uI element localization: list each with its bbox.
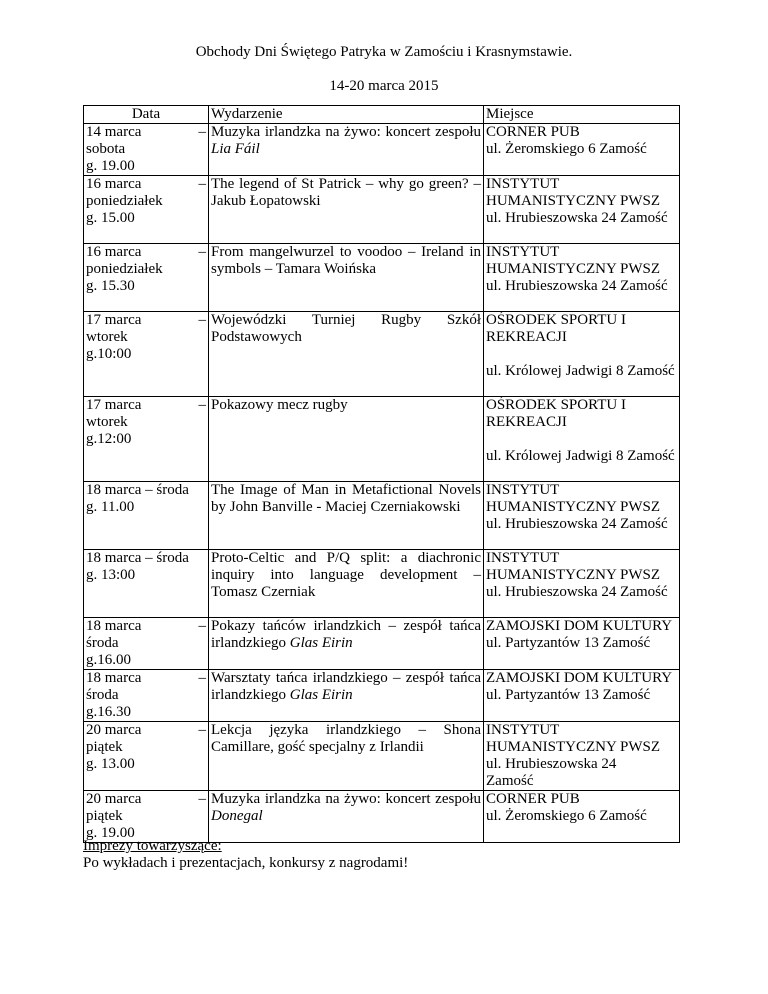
date-dash: –: [198, 618, 206, 634]
date-weekday: poniedziałek: [86, 193, 163, 209]
band-name: Glas Eirin: [289, 687, 353, 703]
date-day: 18 marca – środa: [86, 550, 189, 566]
header-event: Wydarzenie: [209, 106, 484, 124]
date-time: g.10:00: [86, 346, 132, 362]
date-cell: [84, 482, 209, 550]
date-weekday: wtorek: [86, 414, 128, 430]
place-city: Zamość: [486, 773, 534, 789]
table-header-row: [84, 106, 680, 124]
date-cell: [84, 670, 209, 722]
date-day: 17 marca: [86, 397, 142, 413]
place-address: ul. Hrubieszowska 24 Zamość: [486, 584, 668, 600]
date-time: g. 15.00: [86, 210, 135, 226]
date-time: g. 19.00: [86, 158, 135, 174]
date-dash: –: [198, 791, 206, 807]
place-address: ul. Partyzantów 13 Zamość: [486, 635, 651, 651]
date-day: 18 marca – środa: [86, 482, 189, 498]
place-address: ul. Hrubieszowska 24: [486, 756, 617, 772]
header-date: Data: [84, 106, 209, 124]
date-time: g. 11.00: [86, 499, 135, 515]
place-cell: [484, 397, 680, 482]
date-cell: [84, 550, 209, 618]
document-title: Obchody Dni Świętego Patryka w Zamościu i Krasnymstawie.: [195, 44, 573, 60]
table-row: [84, 397, 680, 482]
place-address: ul. Królowej Jadwigi 8 Zamość: [486, 363, 675, 379]
event-cell: [209, 550, 484, 618]
band-name: Donegal: [211, 808, 263, 824]
date-dash: –: [198, 397, 206, 413]
date-dash: –: [198, 124, 206, 140]
date-weekday: środa: [86, 687, 119, 703]
table-row: [84, 550, 680, 618]
place-cell: [484, 176, 680, 244]
event-text: From mangelwurzel to voodoo – Ireland in symbols – Tamara Woińska: [211, 244, 481, 277]
place-cell: [484, 722, 680, 791]
date-cell: [84, 176, 209, 244]
schedule-table: [83, 105, 680, 843]
place-address: ul. Partyzantów 13 Zamość: [486, 687, 651, 703]
date-day: 17 marca: [86, 312, 142, 328]
date-day: 16 marca: [86, 176, 142, 192]
event-cell: [209, 176, 484, 244]
place-name: INSTYTUT HUMANISTYCZNY PWSZ: [486, 550, 661, 583]
date-dash: –: [198, 722, 206, 738]
table-row: [84, 670, 680, 722]
table-row: [84, 176, 680, 244]
accompanying-heading: Imprezy towarzyszące:: [83, 838, 222, 854]
place-cell: [484, 550, 680, 618]
place-cell: [484, 618, 680, 670]
table-row: [84, 482, 680, 550]
event-text: Lekcja języka irlandzkiego – Shona Camillare, gość specjalny z Irlandii: [211, 722, 481, 755]
accompanying-text: Po wykładach i prezentacjach, konkursy z nagrodami!: [83, 855, 409, 871]
date-dash: –: [198, 244, 206, 260]
place-name: OŚRODEK SPORTU I REKREACJI: [486, 397, 626, 430]
date-time: g.12:00: [86, 431, 132, 447]
event-cell: [209, 397, 484, 482]
place-name: INSTYTUT HUMANISTYCZNY PWSZ: [486, 722, 661, 755]
event-cell: [209, 791, 484, 843]
date-weekday: poniedziałek: [86, 261, 163, 277]
place-address: ul. Hrubieszowska 24 Zamość: [486, 210, 668, 226]
band-name: Lia Fáil: [211, 141, 260, 157]
date-cell: [84, 244, 209, 312]
table-row: [84, 244, 680, 312]
event-text: Pokazowy mecz rugby: [211, 397, 348, 413]
date-time: g. 15.30: [86, 278, 135, 294]
place-name: ZAMOJSKI DOM KULTURY: [486, 618, 673, 634]
date-range: 14-20 marca 2015: [329, 78, 439, 94]
date-dash: –: [198, 176, 206, 192]
date-day: 14 marca: [86, 124, 142, 140]
date-cell: [84, 618, 209, 670]
place-name: INSTYTUT HUMANISTYCZNY PWSZ: [486, 482, 661, 515]
date-dash: –: [198, 312, 206, 328]
date-day: 18 marca: [86, 670, 142, 686]
date-time: g. 13.00: [86, 756, 135, 772]
date-weekday: piątek: [86, 739, 123, 755]
place-address: ul. Żeromskiego 6 Zamość: [486, 808, 647, 824]
place-cell: [484, 124, 680, 176]
place-name: CORNER PUB: [486, 124, 580, 140]
place-name: INSTYTUT HUMANISTYCZNY PWSZ: [486, 176, 661, 209]
date-day: 18 marca: [86, 618, 142, 634]
event-cell: [209, 670, 484, 722]
accompanying-events: [83, 838, 408, 872]
event-text: Wojewódzki Turniej Rugby Szkół Podstawowych: [211, 312, 481, 345]
date-cell: [84, 124, 209, 176]
date-dash: –: [198, 670, 206, 686]
date-cell: [84, 791, 209, 843]
place-address: ul. Hrubieszowska 24 Zamość: [486, 516, 668, 532]
table-row: [84, 312, 680, 397]
date-cell: [84, 312, 209, 397]
event-text: Proto-Celtic and P/Q split: a diachronic inquiry into language development – Tomasz Czerniak: [211, 550, 481, 600]
place-name: INSTYTUT HUMANISTYCZNY PWSZ: [486, 244, 661, 277]
place-cell: [484, 670, 680, 722]
date-weekday: wtorek: [86, 329, 128, 345]
event-cell: [209, 618, 484, 670]
place-cell: [484, 244, 680, 312]
date-weekday: środa: [86, 635, 119, 651]
band-name: Glas Eirin: [289, 635, 353, 651]
date-day: 20 marca: [86, 722, 142, 738]
place-name: CORNER PUB: [486, 791, 580, 807]
place-name: OŚRODEK SPORTU I REKREACJI: [486, 312, 626, 345]
place-cell: [484, 482, 680, 550]
date-weekday: piątek: [86, 808, 123, 824]
date-time: g. 13:00: [86, 567, 136, 583]
place-name: ZAMOJSKI DOM KULTURY: [486, 670, 673, 686]
place-cell: [484, 312, 680, 397]
event-text: Pokazy tańców irlandzkich – zespół tańca irlandzkiego: [211, 618, 481, 651]
event-text: Muzyka irlandzka na żywo: koncert zespołu: [211, 124, 481, 140]
date-time: g. 19.00: [86, 825, 135, 841]
table-row: [84, 722, 680, 791]
place-address: ul. Hrubieszowska 24 Zamość: [486, 278, 668, 294]
event-cell: [209, 244, 484, 312]
date-day: 16 marca: [86, 244, 142, 260]
event-cell: [209, 482, 484, 550]
place-address: ul. Królowej Jadwigi 8 Zamość: [486, 448, 675, 464]
place-cell: [484, 791, 680, 843]
date-cell: [84, 397, 209, 482]
event-text: Warsztaty tańca irlandzkiego – zespół tańca irlandzkiego: [211, 670, 481, 703]
event-text: The Image of Man in Metafictional Novels by John Banville - Maciej Czerniakowski: [211, 482, 481, 515]
place-address: ul. Żeromskiego 6 Zamość: [486, 141, 647, 157]
date-time: g.16.00: [86, 652, 131, 668]
event-cell: [209, 124, 484, 176]
date-weekday: sobota: [86, 141, 126, 157]
event-cell: [209, 722, 484, 791]
table-row: [84, 791, 680, 843]
header-place: Miejsce: [484, 106, 680, 124]
table-row: [84, 618, 680, 670]
date-cell: [84, 722, 209, 791]
date-time: g.16.30: [86, 704, 131, 720]
date-day: 20 marca: [86, 791, 142, 807]
event-text: The legend of St Patrick – why go green? – Jakub Łopatowski: [211, 176, 481, 209]
event-cell: [209, 312, 484, 397]
event-text: Muzyka irlandzka na żywo: koncert zespołu: [211, 791, 481, 807]
table-row: [84, 124, 680, 176]
